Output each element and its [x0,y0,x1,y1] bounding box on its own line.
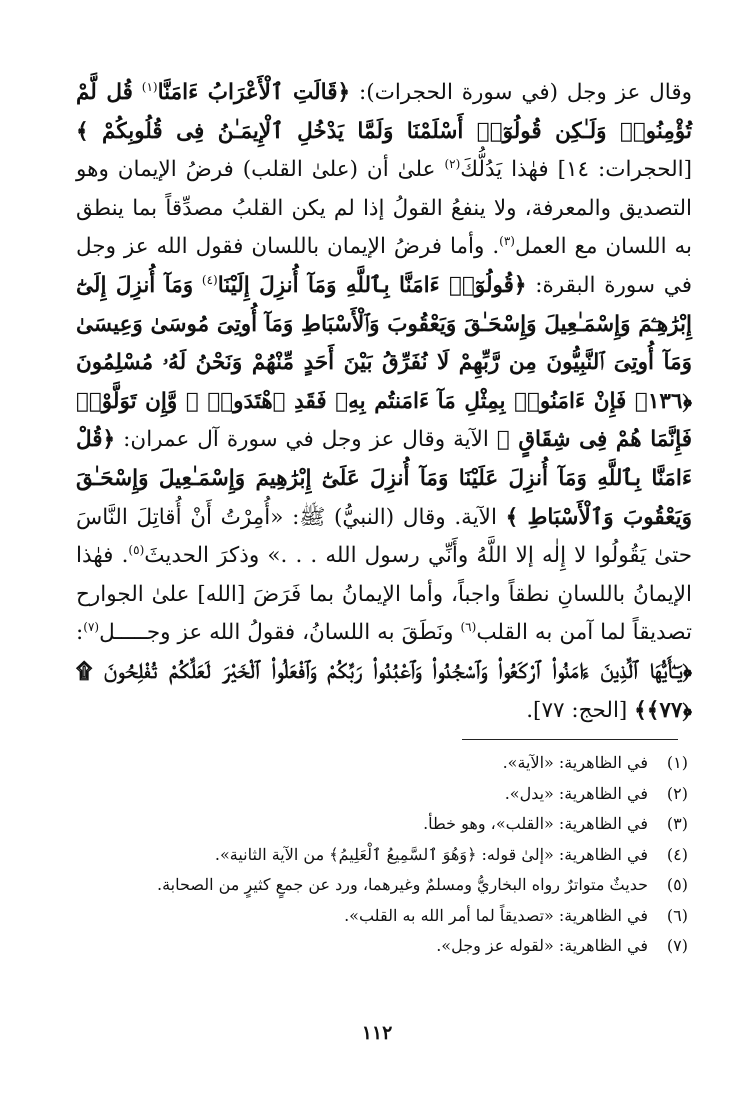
footnote-number: (٧) [666,936,688,955]
footnote-text: في الظاهرية: «يدل». [504,783,648,803]
footnote [76,870,688,901]
footnote-ref: (١) [141,79,158,94]
text-segment: ونَطَقَ به اللسانُ، فقولُ الله عز وجـــــل [99,620,454,646]
footnote-ref: (٤) [201,272,218,287]
footnote-text: في الظاهرية: «تصديقاً لما أمر الله به القلب». [344,905,648,925]
text-segment: علىٰ أن (علىٰ القلب) فرضُ الإيمان وهو التصديق والمعرفة، ولا ينفعُ القولُ إذا لم يكن القلبُ مصدِّقاً بما ينطق به اللسان مع العمل [76,157,692,260]
footnote [76,901,688,932]
footnote-number: (٢) [666,783,688,803]
text-segment: . فهٰذا الإيمانُ باللسانِ نطقاً واجباً، وأما الإيمانُ بما فَرَضَ [الله] علىٰ الجوارح تصديقاً لما آمن به القلب [76,543,692,646]
footnote [76,809,688,840]
footnote [76,840,688,871]
quran-verse: ﴿يَـٰٓأَيُّهَا ٱلَّذِينَ ءَامَنُوا۟ ٱرْكَعُوا۟ وَٱسْجُدُوا۟ وَٱعْبُدُوا۟ رَبَّكُمْ وَٱفْعَلُوا۟ ٱلْخَيْرَ لَعَلَّكُمْ تُفْلِحُونَ ۩ ﴿٧٧﴾﴾ [76,658,692,723]
page-number: ١١٢ [361,1022,393,1044]
footnote-ref: (٦) [460,620,477,635]
footnotes [76,748,688,962]
text-segment: الآية. وقال (النبيُّ) ﷺ: «أُمِرْتُ أَنْ أُقاتِلَ النَّاسَ حتىٰ يَقُولُوا لا إِلٰه إلا اللَّهُ وأَنِّي رسول الله . . .» وذكرَ الحديثَ [76,504,692,569]
quran-verse: ﴿قُلْ ءَامَنَّا بِٱللَّهِ وَمَآ أُنزِلَ عَلَيْنَا وَمَآ أُنزِلَ عَلَىٰٓ إِبْرَٰهِيمَ وَإِسْمَـٰعِيلَ وَإِسْحَـٰقَ وَيَعْقُوبَ وَٱلْأَسْبَاطِ ﴾ [76,427,692,530]
footnote [76,931,688,962]
text-segment: [الحج: ٧٧]. [526,697,628,723]
main-text [76,74,692,730]
footnote-text: في الظاهرية: «القلب»، وهو خطأ. [423,814,648,833]
text-segment: : [76,620,84,646]
footnote-number: (٣) [666,814,688,833]
footnote-divider [462,739,678,740]
footnote-number: (٤) [666,844,688,864]
quran-verse: ﴿قَالَتِ ٱلْأَعْرَابُ ءَامَنَّا [157,80,351,105]
text-segment: [الحجرات: ١٤] فهٰذا يَدُلُّكَ [460,157,693,183]
footnote-text: في الظاهرية: «إلىٰ قوله: ﴿وَهُوَ ٱلسَّمِيعُ ٱلْعَلِيمُ﴾ من الآية الثانية». [214,844,648,864]
footnote [76,748,688,779]
text-segment: وقال عز وجل (في سورة الحجرات): [358,80,693,105]
footnote [76,779,688,810]
text-segment: الآية وقال عز وجل في سورة آل عمران: [123,427,489,453]
footnote-ref: (٥) [128,542,145,557]
footnote-number: (٥) [666,875,688,894]
footnote-ref: (٧) [83,620,100,635]
footnote-ref: (٣) [499,234,515,249]
quran-verse: قُل لَّمْ تُؤْمِنُوا۟ وَلَـٰكِن قُولُوٓا۟ أَسْلَمْنَا وَلَمَّا يَدْخُلِ ٱلْإِيمَـٰنُ فِى قُلُوبِكُمْ ﴾ [76,80,692,144]
footnote-text: في الظاهرية: «لقوله عز وجل». [436,936,648,955]
footnote-number: (٦) [666,905,688,925]
footnote-text: حديثٌ متواترٌ رواه البخاريُّ ومسلمٌ وغيرهما، ورد عن جمعٍ كثيرٍ من الصحابة. [157,875,648,894]
footnote-number: (١) [666,753,688,772]
main-paragraph [76,74,692,730]
footnote-ref: (٢) [444,157,461,172]
text-segment: . وأما فرضُ الإيمان باللسان فقول الله عز وجل في سورة البقرة: [76,234,692,298]
quran-verse: وَمَآ أُنزِلَ إِلَىٰٓ إِبْرَٰهِـۧمَ وَإِسْمَـٰعِيلَ وَإِسْحَـٰقَ وَيَعْقُوبَ وَٱلْأَسْبَاطِ وَمَآ أُوتِىَ مُوسَىٰ وَعِيسَىٰ وَمَآ أُوتِىَ ٱلنَّبِيُّونَ مِن رَّبِّهِمْ لَا نُفَرِّقُ بَيْنَ أَحَدٍ مِّنْهُمْ وَنَحْنُ لَهُۥ مُسْلِمُونَ ﴿١٣٦﴾ فَإِنْ ءَامَنُوا۟ بِمِثْلِ مَآ ءَامَنتُم بِهِۦ فَقَدِ ٱهْتَدَوا۟ ۖ وَّإِن تَوَلَّوْا۟ فَإِنَّمَا هُمْ فِى شِقَاقٍ ﴾ [76,272,692,453]
quran-verse: ﴿قُولُوٓا۟ ءَامَنَّا بِٱللَّهِ وَمَآ أُنزِلَ إِلَيْنَا [217,272,527,298]
footnote-text: في الظاهرية: «الآية». [502,753,648,772]
